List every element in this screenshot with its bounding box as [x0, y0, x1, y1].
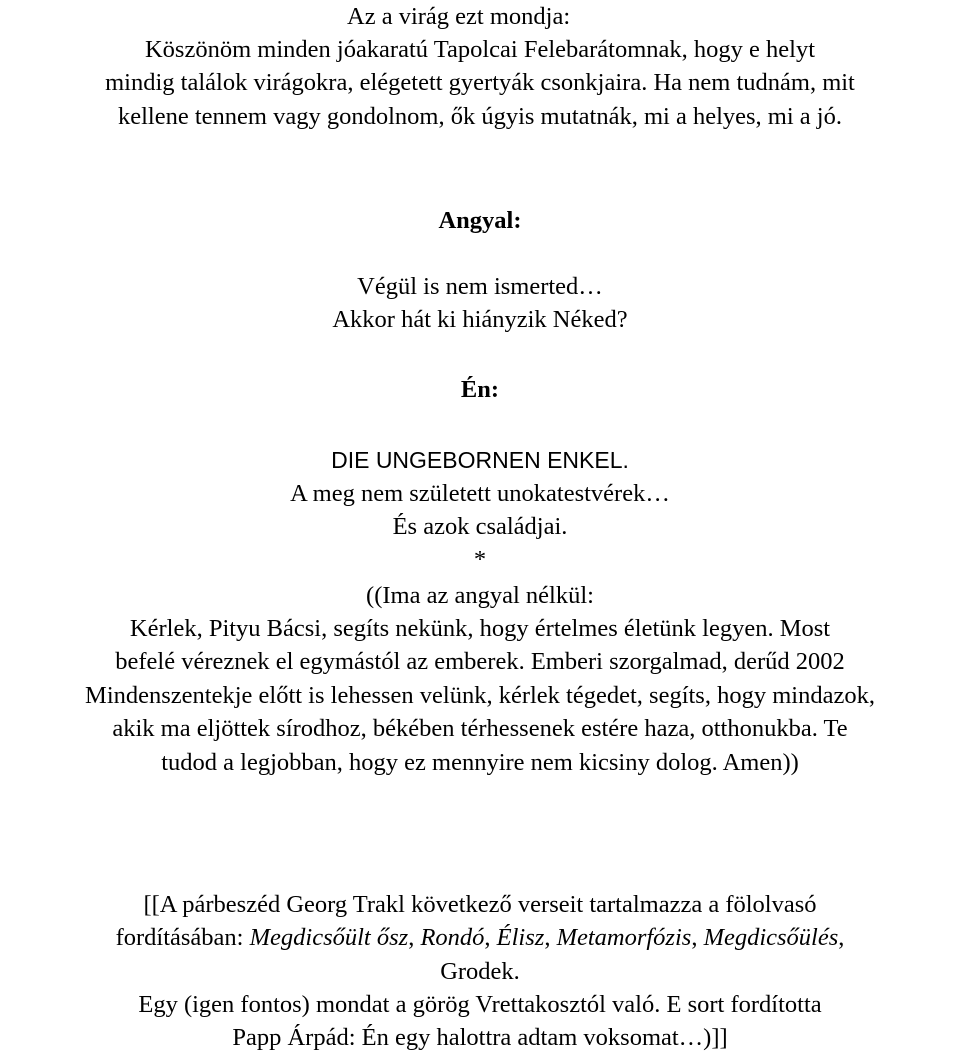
note-line-2-prefix: fordításában: — [115, 924, 250, 951]
poem-title: Metamorfózis — [556, 924, 692, 951]
prayer-line-4: akik ma eljöttek sírodhoz, békében térhessenek estére haza, otthonukba. Te — [112, 715, 848, 742]
me-heading: Én: — [460, 376, 500, 403]
flower-speech-line-1: Köszönöm minden jóakaratú Tapolcai Felebarátomnak, hogy e helyt — [144, 36, 816, 63]
poem-title: Megdicsőülés — [703, 924, 839, 951]
prayer-heading: ((Ima az angyal nélkül: — [366, 582, 594, 609]
angel-heading: Angyal: — [438, 207, 522, 234]
me-line-sans: DIE UNGEBORNEN ENKEL. — [331, 447, 629, 473]
flower-speech-line-2: mindig találok virágokra, elégetett gyertyák csonkjaira. Ha nem tudnám, mit — [105, 69, 855, 96]
angel-line-1: Végül is nem ismerted… — [357, 273, 603, 300]
me-line-2: És azok családjai. — [392, 513, 568, 540]
note-line-2: fordításában: Megdicsőült ősz, Rondó, Élisz, Metamorfózis, Megdicsőülés, — [115, 924, 845, 951]
poem-title: Megdicsőült ősz — [249, 924, 409, 951]
asterisk-separator: * — [473, 546, 487, 573]
note-line-1: [[A párbeszéd Georg Trakl következő verseit tartalmazza a fölolvasó — [143, 891, 817, 918]
poem-title: Rondó — [420, 924, 485, 951]
prayer-line-5: tudod a legjobban, hogy ez mennyire nem kicsiny dolog. Amen)) — [161, 749, 799, 776]
note-line-4: Egy (igen fontos) mondat a görög Vrettakosztól való. E sort fordította — [138, 991, 822, 1018]
note-line-3: Grodek. — [440, 958, 520, 985]
prayer-line-2: befelé véreznek el egymástól az emberek. Emberi szorgalmad, derűd 2002 — [115, 648, 845, 675]
angel-line-2: Akkor hát ki hiányzik Néked? — [332, 306, 628, 333]
prayer-line-3: Mindenszentekje előtt is lehessen velünk, kérlek tégedet, segíts, hogy mindazok, — [85, 682, 875, 709]
note-line-5: Papp Árpád: Én egy halottra adtam voksomat…)]] — [232, 1024, 728, 1051]
prayer-line-1: Kérlek, Pityu Bácsi, segíts nekünk, hogy értelmes életünk legyen. Most — [129, 615, 831, 642]
me-line-1: A meg nem született unokatestvérek… — [290, 480, 670, 507]
flower-speech-line-3: kellene tennem vagy gondolnom, ők úgyis mutatnák, mi a helyes, mi a jó. — [118, 103, 842, 130]
flower-intro: Az a virág ezt mondja: — [347, 3, 571, 30]
poem-title: Élisz — [496, 924, 545, 951]
